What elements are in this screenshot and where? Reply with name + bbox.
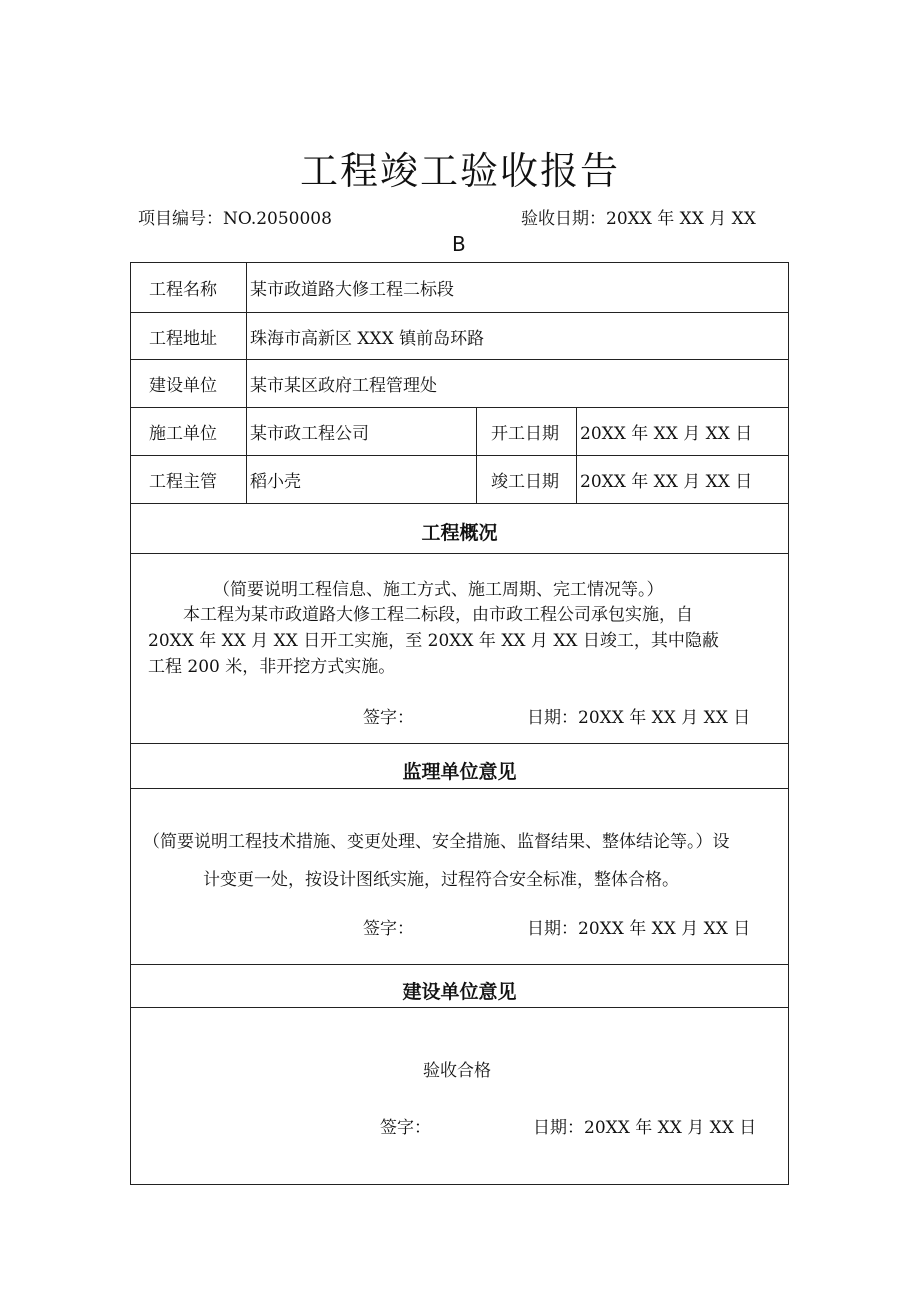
acceptance-date-wrap: B: [452, 232, 466, 256]
supervision-sign-label: 签字：: [363, 919, 414, 939]
label-project-manager: 工程主管: [149, 472, 217, 492]
value-project-name: 某市政道路大修工程二标段: [246, 263, 790, 312]
value-project-manager: 稻小壳: [246, 456, 476, 503]
acceptance-date-value: 20XX 年 XX 月 XX: [606, 209, 756, 229]
overview-sign-label: 签字：: [363, 708, 414, 728]
label-project-address: 工程地址: [149, 328, 217, 349]
divider: [131, 743, 788, 744]
construction-date-label: 日期：20XX 年 XX 月 XX 日: [533, 1118, 757, 1138]
label-construction-unit: 建设单位: [149, 376, 217, 396]
row-construction-unit: [131, 360, 788, 408]
label-builder-unit: 施工单位: [149, 424, 217, 444]
row-builder-unit: [131, 408, 788, 456]
section-title-construction: 建设单位意见: [402, 981, 517, 1003]
value-builder-unit: 某市政工程公司: [246, 408, 476, 455]
section-title-supervision: 监理单位意见: [402, 761, 517, 783]
construction-sign-label: 签字：: [380, 1118, 431, 1138]
section-title-overview: 工程概况: [421, 522, 498, 544]
project-number-value: NO.2050008: [223, 209, 332, 229]
report-table: [130, 262, 789, 1185]
value-start-date: 20XX 年 XX 月 XX 日: [576, 408, 790, 455]
label-completion-date: 竣工日期: [476, 456, 576, 503]
row-project-manager: [131, 456, 788, 504]
divider: [131, 788, 788, 789]
project-number-label: 项目编号：: [138, 209, 223, 229]
value-completion-date: 20XX 年 XX 月 XX 日: [576, 456, 790, 503]
document-title: 工程竣工验收报告: [299, 149, 620, 193]
divider: [131, 553, 788, 554]
project-number: [138, 204, 332, 229]
acceptance-date: [521, 204, 756, 229]
overview-line-3: 20XX 年 XX 月 XX 日开工实施，至 20XX 年 XX 月 XX 日竣工，其中隐蔽: [148, 631, 719, 651]
supervision-date-label: 日期：20XX 年 XX 月 XX 日: [527, 919, 751, 939]
overview-line-1: （简要说明工程信息、施工方式、施工周期、完工情况等。）: [213, 580, 664, 600]
overview-line-4: 工程 200 米，非开挖方式实施。: [148, 657, 396, 677]
acceptance-date-label: 验收日期：: [521, 209, 606, 229]
label-start-date: 开工日期: [476, 408, 576, 455]
value-project-address: 珠海市高新区 XXX 镇前岛环路: [246, 313, 790, 359]
supervision-line-2: 计变更一处，按设计图纸实施，过程符合安全标准，整体合格。: [203, 870, 679, 890]
divider: [131, 964, 788, 965]
construction-line-1: 验收合格: [423, 1061, 491, 1081]
label-project-name: 工程名称: [149, 280, 217, 300]
overview-date-label: 日期：20XX 年 XX 月 XX 日: [527, 708, 751, 728]
divider: [131, 1007, 788, 1008]
overview-line-2: 本工程为某市政道路大修工程二标段，由市政工程公司承包实施，自: [183, 605, 693, 625]
row-project-address: [131, 313, 788, 360]
row-project-name: [131, 263, 788, 313]
value-construction-unit: 某市某区政府工程管理处: [246, 360, 790, 407]
supervision-line-1: （简要说明工程技术措施、变更处理、安全措施、监督结果、整体结论等。）设: [143, 832, 730, 852]
